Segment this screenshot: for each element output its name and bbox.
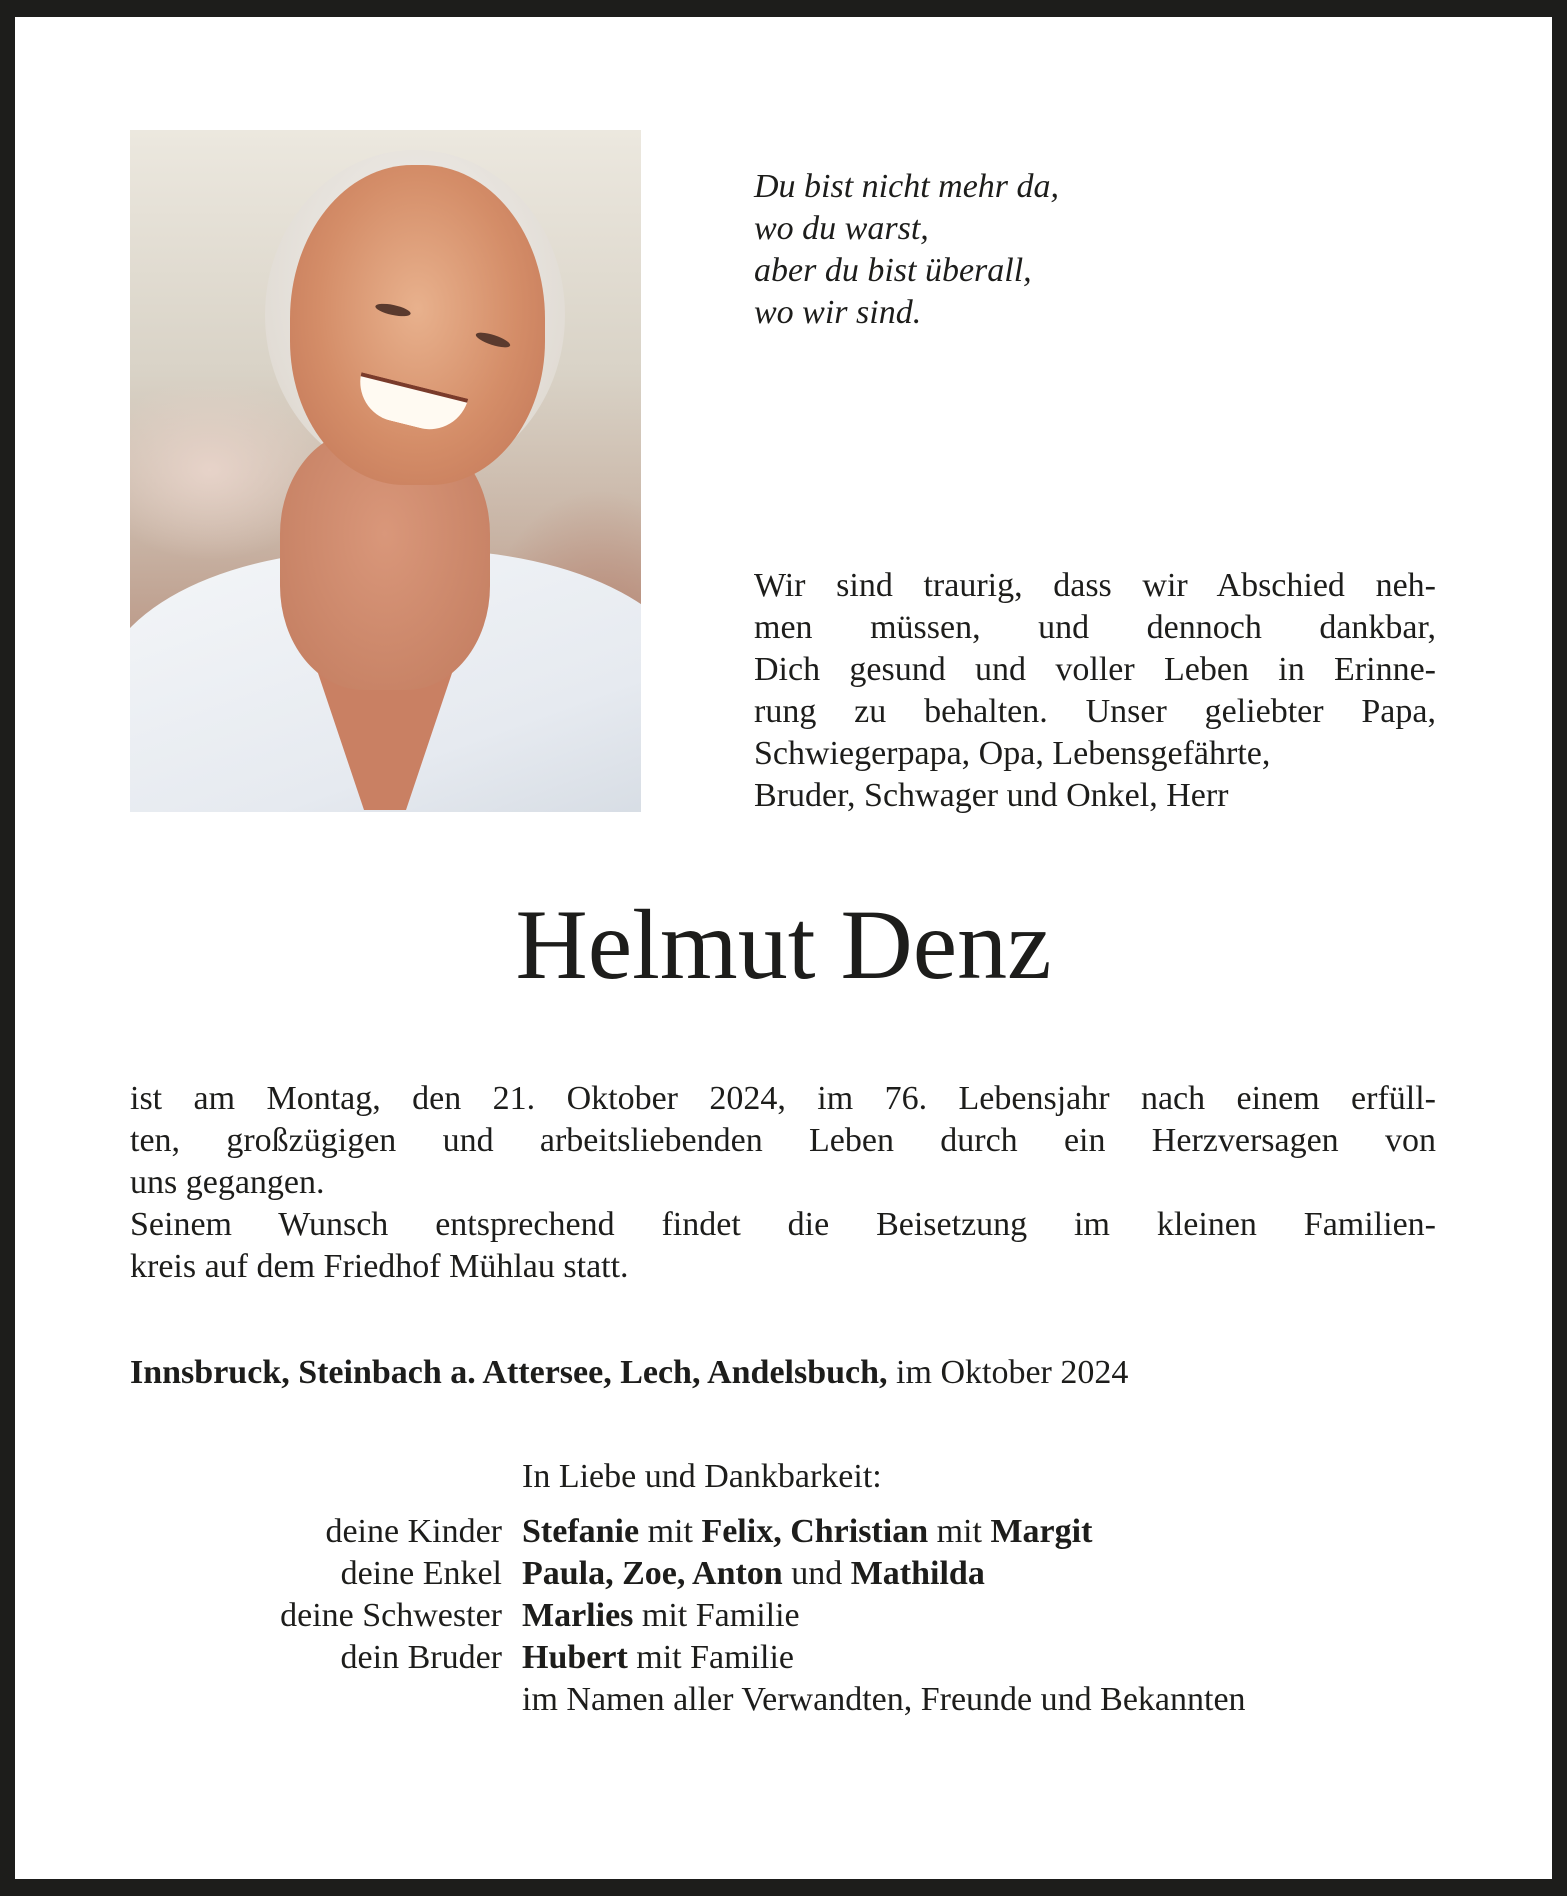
places: Innsbruck, Steinbach a. Attersee, Lech, Andelsbuch, xyxy=(130,1354,888,1391)
quote-line: wo wir sind. xyxy=(754,294,922,331)
relative-name: Felix, Christian xyxy=(701,1513,929,1550)
relation-label: deine Kinder xyxy=(325,1513,502,1550)
connector-text: im Namen aller Verwandten, Freunde und Bekannten xyxy=(522,1681,1246,1718)
quote-line: aber du bist überall, xyxy=(754,252,1032,289)
intro-line: Dich gesund und voller Leben in Erinne- xyxy=(754,651,1436,688)
relation-label: deine Schwester xyxy=(280,1597,502,1634)
closing-line: In Liebe und Dankbarkeit: xyxy=(522,1458,882,1495)
body-line: kreis auf dem Friedhof Mühlau statt. xyxy=(130,1248,629,1285)
relatives-names xyxy=(522,1679,1246,1721)
relative-name: Margit xyxy=(990,1513,1093,1550)
relatives-names xyxy=(522,1637,794,1679)
relatives-names xyxy=(522,1595,800,1637)
body-line: ist am Montag, den 21. Oktober 2024, im 76. Lebensjahr nach einem erfüll- xyxy=(130,1080,1436,1117)
intro-line: men müssen, und dennoch dankbar, xyxy=(754,609,1436,646)
relative-name: Mathilda xyxy=(850,1555,985,1592)
date: im Oktober 2024 xyxy=(887,1354,1129,1391)
connector-text: mit Familie xyxy=(633,1597,800,1634)
quote-line: Du bist nicht mehr da, xyxy=(754,168,1060,205)
body-line: ten, großzügigen und arbeitsliebenden Leben durch ein Herzversagen von xyxy=(130,1122,1436,1159)
relation-label: deine Enkel xyxy=(340,1555,502,1592)
relation-label: dein Bruder xyxy=(340,1639,502,1676)
connector-text: mit xyxy=(639,1513,702,1550)
relative-name: Marlies xyxy=(522,1597,634,1634)
body-line: Seinem Wunsch entsprechend findet die Beisetzung im kleinen Familien- xyxy=(130,1206,1436,1243)
places-date-line xyxy=(130,1352,1128,1394)
connector-text: mit Familie xyxy=(627,1639,794,1676)
relative-name: Hubert xyxy=(522,1639,628,1676)
deceased-name: Helmut Denz xyxy=(515,889,1052,1000)
body-line: uns gegangen. xyxy=(130,1164,325,1201)
quote-line: wo du warst, xyxy=(754,210,929,247)
quote-verse xyxy=(754,166,1059,334)
intro-paragraph xyxy=(754,565,1436,817)
relatives-names xyxy=(522,1553,985,1595)
connector-text: und xyxy=(782,1555,851,1592)
relative-name: Stefanie xyxy=(522,1513,640,1550)
intro-line: Wir sind traurig, dass wir Abschied neh- xyxy=(754,567,1436,604)
intro-line: Bruder, Schwager und Onkel, Herr xyxy=(754,777,1229,814)
connector-text: mit xyxy=(928,1513,991,1550)
portrait-photo xyxy=(130,130,641,812)
announcement-body xyxy=(130,1078,1436,1288)
intro-line: Schwiegerpapa, Opa, Lebensgefährte, xyxy=(754,735,1271,772)
photo-face xyxy=(290,165,545,485)
intro-line: rung zu behalten. Unser geliebter Papa, xyxy=(754,693,1436,730)
relatives-names xyxy=(522,1511,1092,1553)
relative-name: Paula, Zoe, Anton xyxy=(522,1555,783,1592)
